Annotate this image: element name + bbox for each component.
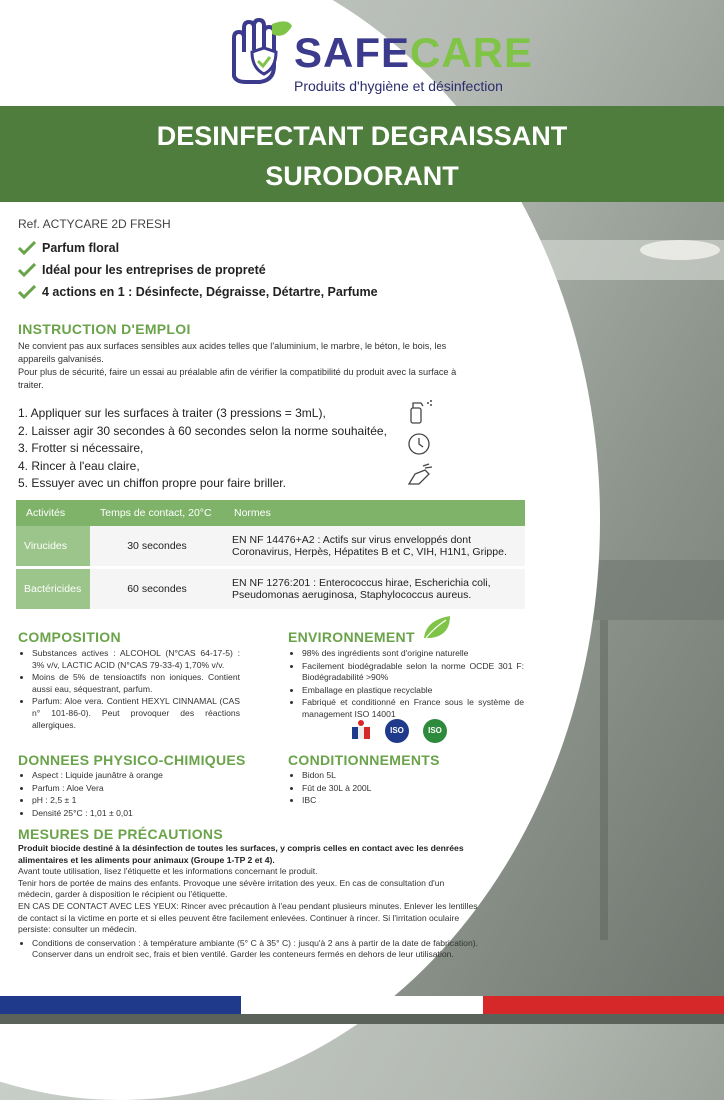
step-item: 3. Frotter si nécessaire, [18,441,144,456]
spray-bottle-icon [405,398,435,424]
highlights-list [18,237,378,303]
brand-name: SAFECARE [294,29,534,76]
time-cell: 60 secondes [90,568,224,611]
step-item: 1. Appliquer sur les surfaces à traiter (3 pressions = 3mL), [18,406,326,420]
physico-title: DONNEES PHYSICO-CHIMIQUES [18,752,246,768]
activity-cell: Bactéricides [16,568,90,611]
check-icon [18,263,36,277]
step-icons [405,398,437,494]
table-row [16,526,525,568]
norm-cell: EN NF 14476+A2 : Actifs sur virus enveloppés dont Coronavirus, Herpès, Hépatites B et C, VIH, H1N1, Grippe. [224,526,525,568]
composition-list [18,648,240,732]
list-item: • Densité 25°C : 1,01 ± 0,01 [32,808,248,820]
list-item: • Facilement biodégradable selon la norme OCDE 301 F: Biodégradabilité >90% [302,661,524,684]
list-item: • Substances actives : ALCOHOL (N°CAS 64-17-5) : 3% v/v, LACTIC ACID (N°CAS 79-33-4) 1,70% v/v. [32,648,240,671]
iso-badge: ISO [422,718,448,744]
composition-title: COMPOSITION [18,629,121,645]
list-item: • pH : 2,5 ± 1 [32,795,248,807]
footer-band [0,1014,724,1024]
list-item: • Parfum: Aloe vera. Contient HEXYL CINNAMAL (CAS n° 101-86-0). Peut provoquer des réactions allergiques. [32,696,240,731]
check-icon [18,241,36,255]
list-item: • Moins de 5% de tensioactifs non ioniques. Contient aussi eau, séquestrant, parfum. [32,672,240,695]
list-item: • Aspect : Liquide jaunâtre à orange [32,770,248,782]
product-title-line1: DESINFECTANT DEGRAISSANT [156,121,568,151]
flag-white [241,996,482,1014]
french-flag-strip [0,996,724,1014]
usage-steps [18,405,387,493]
list-item: • Bidon 5L [302,770,518,782]
flag-blue [0,996,241,1014]
product-reference: Ref. ACTYCARE 2D FRESH [18,217,171,231]
highlight-item: Idéal pour les entreprises de propreté [18,259,378,281]
highlight-item: 4 actions en 1 : Désinfecte, Dégraisse, Détartre, Parfume [18,281,378,303]
hand-shield-icon [222,18,292,88]
list-item: • Emballage en plastique recyclable [302,685,524,697]
step-item: 4. Rincer à l'eau claire, [18,458,140,473]
check-icon [18,285,36,299]
wipe-hand-icon [405,462,435,488]
table-header: Activités [16,500,90,526]
list-item: • 98% des ingrédients sont d'origine naturelle [302,648,524,660]
iso-badge: ISO [384,718,410,744]
list-item: • Conditions de conservation : à température ambiante (5° C à 35° C) : jusqu'à 2 ans à partir de la date de fabrication). Conserver dans un endroit sec, frais et bien ventilé. Garder les conteneurs fermés en dehors de leur utilisation. [32,938,478,961]
made-in-france-icon [350,719,372,743]
product-title-line2: SURODORANT [265,161,459,191]
certification-logos [350,718,448,744]
table-row [16,568,525,611]
list-item: • Parfum : Aloe Vera [32,783,248,795]
leaf-icon [420,614,460,642]
environment-list [288,648,524,722]
highlight-item: Parfum floral [18,237,378,259]
brand-logo [222,18,534,98]
flag-red [483,996,724,1014]
step-item: 2. Laisser agir 30 secondes à 60 secondes selon la norme souhaitée, [18,423,387,438]
environment-title: ENVIRONNEMENT [288,629,415,645]
norm-cell: EN NF 1276:201 : Enterococcus hirae, Escherichia coli, Pseudomonas aeruginosa, Staphylococcus aureus. [224,568,525,611]
instructions-text: Ne convient pas aux surfaces sensibles aux acides telles que l'aluminium, le marbre, le béton, le bois, les appareils galvanisés. Pour plus de sécurité, faire un essai au préalable afin de vérifier la compatibilité du produit avec la surface à traiter. [18,341,457,390]
step-item: 5. Essuyer avec un chiffon propre pour faire briller. [18,476,286,491]
list-item: • IBC [302,795,518,807]
list-item: • Fabriqué et conditionné en France sous le système de management ISO 14001 [302,697,524,720]
precautions-text: Produit biocide destiné à la désinfection de toutes les surfaces, y compris celles en contact avec les denrées alimentaires et les aliments pour animaux (Groupe 1-TP 2 et 4). Avant toute utilisation, lisez l'étiquette et les informations concernant le produit. Tenir hors de portée de mains des enfants. Provoque une sévère irritation des yeux. En cas de consultation d'un médecin, garder à disposition le récipient ou l'étiquette. EN CAS DE CONTACT AVEC LES YEUX: Rincer avec précaution à l'eau pendant plusieurs minutes. Enlever les lentilles de contact si la victime en porte et si elles peuvent être facilement enlevées. Continuer à rincer. Si l'irritation oculaire persiste: consulter un médecin. • Conditions de conservation : à température ambiante (5° C à 35° C) : jusqu'à 2 ans à partir de la date de fabrication). Conserver dans un endroit sec, frais et bien ventilé. Garder les conteneurs fermés en dehors de leur utilisation. [18,843,478,961]
efficacy-table [16,500,525,612]
physico-list [18,770,248,820]
list-item: • Fût de 30L à 200L [302,783,518,795]
time-cell: 30 secondes [90,526,224,568]
instructions-title: INSTRUCTION D'EMPLOI [18,321,191,337]
activity-cell: Virucides [16,526,90,568]
table-header-row [16,500,525,526]
table-header: Temps de contact, 20°C [90,500,224,526]
brand-tagline: Produits d'hygiène et désinfection [294,78,503,94]
table-header: Normes [224,500,525,526]
product-title-banner [0,106,724,202]
packaging-title: CONDITIONNEMENTS [288,752,440,768]
packaging-list [288,770,518,808]
timer-icon [405,430,435,456]
precautions-title: MESURES DE PRÉCAUTIONS [18,826,223,842]
